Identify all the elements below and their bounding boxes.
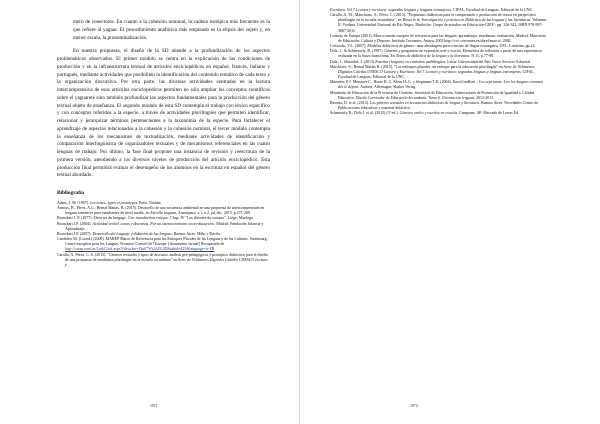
reference-link[interactable]: http://carap.ecml.at/LinkClick.aspx?fileticket=Zmtl7Wj2AI%3D&tabid=425&language=fr-FR — [65, 246, 215, 252]
reference-entry: Bronckart J.P. (2004). Actividad verbal, textos y discursos. Por un interaccionismo socio-discursivo. Madrid: Fundación Infancia y Aprendizaje. — [57, 220, 264, 231]
reference-title: Enseñar (lenguas) en contextos multilingües — [375, 58, 446, 64]
reference-entry: Marchiaro, S.; Bernal Matías B. (2015). "Los enfoques plurales: un enfoque para la educación plurilingüe" en Serie de Volúmenes Digitales Cátedra UNESCO Lectura y Escritura. Vol 7 Lectura y escritura: segundas lenguas y lenguas extranjeras. CIFAL, Facultad de Lenguas, Editorial de la UNC. — [330, 63, 535, 80]
reference-entry: Bronckart J. P. (1977). Théories du langage: Une introduction critique. Chap. IV "Les théories du sociaux". Liège: Mardaga. — [57, 215, 254, 221]
reference-entry: Cristovão, V.L. (2007). Modelos didácticos de género: uma abordagem para o ensino de língua estrangeira. UEL, Londrina, pp.23. — [330, 43, 536, 49]
page-number: 1072 — [410, 404, 418, 408]
reference-title: Los géneros textuales en secuencias didácticas de lengua y literatura — [369, 99, 480, 105]
reference-title: Les textes: types et prototypes — [90, 200, 138, 205]
reference-entry: Adam, J. M. (1997). Les textes: types et prototypes. Paris: Nathan. — [57, 200, 162, 205]
reference-title: Serie de Volúmenes Digitales Cátedra UNESCO Lectura y Escritura. Vol 7 Lectura y escritura: segundas lenguas y lenguas extranjeras — [338, 63, 535, 74]
page-number: 1071 — [150, 404, 158, 408]
reference-title: Diseño Curricular de Educación Secundaria. Tomo 6. Orientación lenguas — [355, 94, 475, 100]
reference-entry: Schneuwly B., Dolz J. et al. (2015) (3ª ed.). Géneros orales y escritos en escuela. Campinas, SP: Mercado de Letras Ed. — [330, 110, 520, 116]
right-text-column — [330, 7, 548, 115]
reference-entry: Ministerio de Educación de la Provincia de Córdoba. Secretaría de Educación. Subsecretaría de Promoción de Igualdad y Calidad Educativa. Diseño Curricular de Educación Secundaria. Tomo 6. Orientación lenguas. 2012-2015. — [330, 89, 535, 100]
reference-entry: Carullo, A. Pérez, C. S. (2015). "Géneros textuales y tipos de discurso: análisis pre-pedagógicos y principios didácticos para el diseño de una propuesta de enseñanza plurilingüe en la escuela secundaria" en Serie de Volúmenes Digitales Cátedra UNESCO Lectura y — [57, 251, 268, 267]
reference-list — [57, 200, 270, 267]
reference-title: Estrella lenguas — [150, 210, 176, 216]
body-paragraph: mero de conectores. En cuanto a la cohesión nominal, la cadena isotópica más frecuente es la que refiere al yaguar. El procedimiento anafórico más empleado es la elipsis del sujeto y, en menor escala, la pronominalización. — [73, 19, 270, 41]
reference-title: Desarrollo del lenguaje y didáctica de las lenguas — [92, 230, 172, 236]
reference-entry: Consejo de Europa (2001). Marco común europeo de referencia para las lenguas: aprendizaje, enseñanza, evaluación. Madrid: Ministerio de Educación, Cultura y Deporte, Instituto Cervantes, Anaya, 2003 http://cvc.cervantes.es/obref/marco/, 2002. — [330, 32, 547, 43]
reference-title: Géneros orales y escritos en escuela — [399, 110, 458, 116]
reference-title: Investigación y práctica en Didáctica de las lenguas y las literaturas — [421, 17, 531, 23]
body-paragraph: En nuestra propuesta, el diseño de la SD atiende a la profundización de los aspectos problemáticos observados. El primer módulo se centra en la explicación de las condiciones de producción y en la infraestructura textual de artículos enciclopédicos en español, francés, italiano y portugués, mediante actividades que posibiliten la identificación del contenido temático de cada texto y la organización discursiva. Por otra parte, las diversas actividades centradas en la lectura intercomprensiva de esos artículos enciclopédicos permiten no sólo ampliar los conceptos científicos sobre el yaguareté sino también profundizar los aspectos fundamentales para la producción del género textual objeto de enseñanza. El segundo módulo de esta SD contempla el trabajo con léxico específico y con conceptos referidos a la especie, a través de actividades plurilingües que permiten identificar, relacionar y jerarquizar términos pertenecientes a la taxonomía de la especie. Para fortalecer el aprendizaje de aspectos relacionados a la cohesión y la cohesión nominal, el tercer módulo contempla la enseñanza de los mecanismos de textualización, mediante actividades de identificación y comparación interlingüística de organizadores textuales y de mecanismos referenciales en las cuatro lenguas de trabajo. Por último, la fase final propone una instancia de revisión y reescritura de la primera versión, atendiendo a los diversos niveles de producción del artículo enciclopédico. Esta producción final permitirá evaluar el desempeño de los alumnos en la escritura en español del género textual abordado. — [57, 48, 270, 179]
reference-entry: Bronckart J.P. (2007). Desarrollo del lenguaje y didáctica de las lenguas. Buenos Aires: Miño y Dávila. — [57, 230, 221, 236]
reference-entry: Ravetta, D. et al. (2014). Los géneros textuales en secuencias didácticas de lengua y literatura. Buenos Aires: Novedades Centro de Publicaciones educativas y material didáctico. — [330, 99, 539, 110]
reference-entry: Carullo, A. M.; Manchiaro, S.; Pérez, C. (2015). "Propuestas didácticas para la comprensión y producción de textos en perspectiva plurilingüe en la escuela secundaria", en Bossa et al. Investigación y práctica en Didáctica de las lenguas y las literaturas. Volumen II. Viedma: Universidad Nacional de Río Negro, Bariloche: Grupo de estudios en Educación-GIEE - pp. 326-342. ISBN 978-987-3667-20-6. — [330, 12, 547, 33]
reference-title: EuroComRom – Les sept tamis: Lire les langues romanes dès le départ — [338, 79, 544, 90]
reference-title: Serie de Volúmenes Digitales Cátedra UNESCO Lectura y — [65, 256, 268, 267]
reference-entry: Dolz, J., & Schneuwly, B. (1997). Géneros y progresión en expresión oral y escrita. Elementos de reflexión a partir de una experiencia realizada en la Suiza francófona. En Textos de didáctica de la lengua y la literatura. N 11, p.77-98. — [330, 48, 542, 59]
reference-entry: Mazurier, F.J. Meissner C., Hoste H. G. Klein H. G. y Stegmann T.D. (2004). EuroComRom – Les sept tamis: Lire les langues romanes dès le départ. Aachen: Allemagne, Shaker Verlag. — [330, 79, 544, 90]
reference-title: Actividad verbal, textos y discursos. Por un interaccionismo socio-discursivo — [92, 220, 215, 226]
reference-list — [330, 7, 548, 115]
reference-entry: Dolz, J., Idiazábal, I. (2013) Enseñar (lenguas) en contextos multilingües. Leioa: Universidad del País Vasco Servicio Editorial. — [330, 58, 532, 64]
reference-title: Escritura. Vol 7 Lectura y escritura: segundas lenguas y lenguas extranjeras — [330, 7, 452, 12]
reference-entry: Candelier M. (Coord.) (2008). MAREP Marco de Referencia para los Enfoques Plurales de las Lenguas y de las Culturas. Strasbourg: Centre européen pour les Langues Vivantes/ Conseil de l'Europe. [documento virtual] Recuperado de http://carap.ecml.at/LinkClick.aspx?fileticket=Zmtl7Wj2AI%3D&tabid=425&language=fr-FR — [57, 236, 268, 252]
reference-title: Théories du langage: Une introduction critique — [93, 215, 169, 221]
left-text-column — [57, 19, 270, 267]
bibliography-heading: Bibliografía — [57, 190, 85, 196]
reference-entry: Escritura. Vol 7 Lectura y escritura: segundas lenguas y lenguas extranjeras. CIFAL, Facultad de Lenguas, Editorial de la UNC. — [330, 7, 534, 12]
right-page — [300, 0, 600, 424]
reference-entry: Arnoux, B., Pérez, A.C.; Bernal Matías, B. (2015). Desarrollo de una secuencia ambiental en una propuesta de intercomprensión en lenguas romances para estudiantes de nivel medio, en Estrella lenguas, Araraquara, v.1, n.2, jul./dic. 2015, p.271-289. — [57, 205, 265, 216]
reference-title: Textos de didáctica de la lengua y la literatura — [395, 53, 470, 59]
